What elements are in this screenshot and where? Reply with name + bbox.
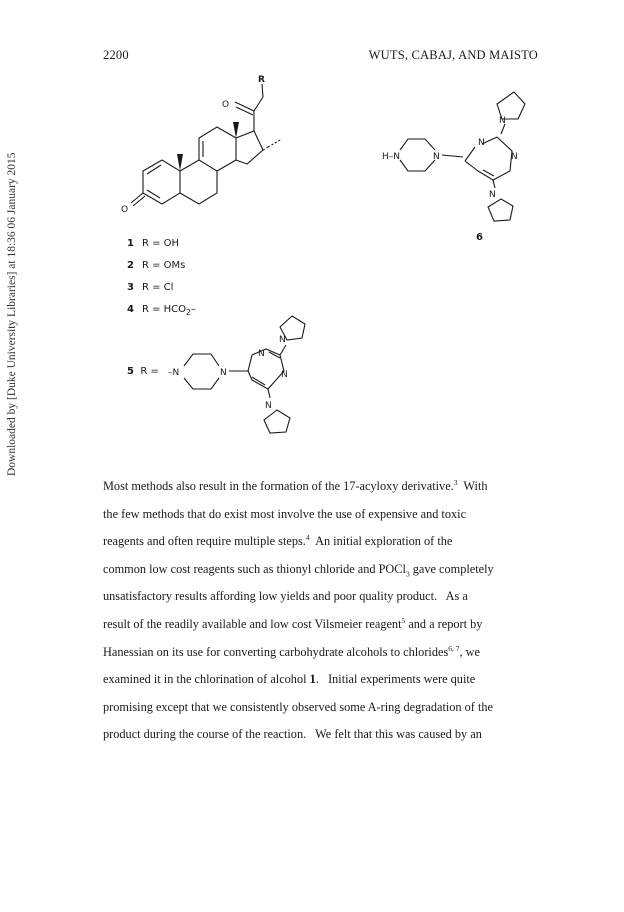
running-head-authors: WUTS, CABAJ, AND MAISTO [368,48,538,62]
compound-5-n-pyr2: N [265,401,272,411]
text-line: result of the readily available and low cost Vilsmeier reagent$^5$ and a report by [103,615,483,631]
text-line: product during the course of the reaction. We felt that this was caused by an [103,727,482,742]
compound-5-n-pyr1: N [279,335,286,345]
compound-number: 3 [127,282,134,293]
compound-6-nh: H–N [382,152,400,162]
compound-6-n-ring1: N [478,138,485,148]
steroid-o-ketone: O [222,100,230,110]
download-watermark-text: Downloaded by [Duke University Libraries] at 18:36 06 January 2015 [6,152,18,476]
text-line: Hanessian on its use for converting carbohydrate alcohols to chlorides$^{6, 7}$, we [103,643,480,659]
compound-5-n-left: –N [168,368,180,378]
text-line: reagents and often require multiple steps.$^4$ An initial exploration of the [103,533,453,549]
body-text [103,473,533,749]
compound-6-label: 6 [476,232,483,243]
compound-formula: R = OMs [141,260,186,271]
text-line: unsatisfactory results affording low yields and poor quality product. As a [103,589,468,604]
steroid-r-group: R [258,75,265,85]
text-line: promising except that we consistently observed some A-ring degradation of the [103,699,493,714]
compound-6-n-ring2: N [511,152,518,162]
text-line: Most methods also result in the formation of the 17-acyloxy derivative.$^3$ With [103,477,488,493]
compound-item-2 [127,260,196,282]
steroid-o-a-ring: O [121,205,129,215]
compound-6-n-pyr1: N [499,116,506,126]
text-line: the few methods that do exist most involve the use of expensive and toxic [103,506,467,521]
page-number: 2200 [103,48,129,62]
text-line: common low cost reagents such as thionyl chloride and POCl$_3$ gave completely [103,561,494,579]
text-line: examined it in the chlorination of alcohol 1. Initial experiments were quite [103,672,476,687]
compound-6-n-piperazine: N [433,152,440,162]
compound-formula: R = Cl [141,282,174,293]
compound-number: 1 [127,238,134,249]
compound-5-n-piperazine: N [220,368,227,378]
compound-5-n-ring1: N [258,349,265,359]
compound-5-label: 5 R = [127,366,159,377]
compound-formula: R = OH [141,238,180,249]
compound-6-structure [380,78,540,228]
compound-number: 2 [127,260,134,271]
compound-formula: $R = HCO_2-$ [141,304,196,317]
compound-number: 4 [127,304,134,315]
compound-6-n-pyr2: N [489,190,496,200]
compound-5-n-ring2: N [281,370,288,380]
steroid-structure [110,75,300,228]
compound-5-structure [165,300,335,450]
compound-item-1 [127,238,196,260]
